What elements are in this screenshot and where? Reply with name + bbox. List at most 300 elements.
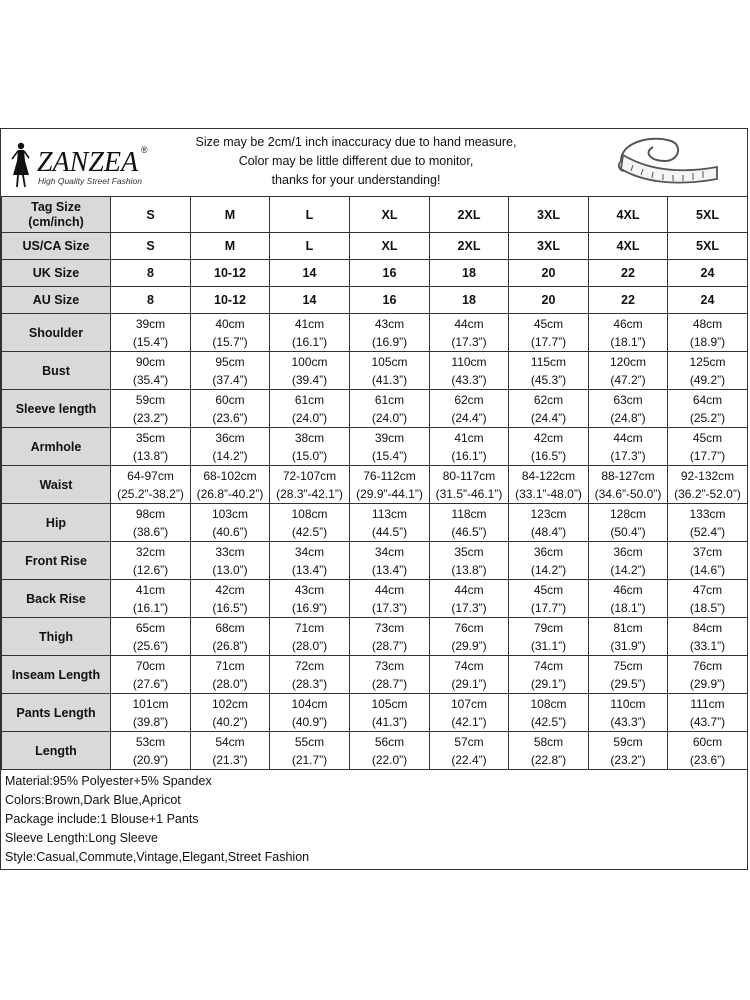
measurement-cell [111,580,191,618]
cm-value: 73cm [374,620,405,635]
inch-value: (37.4”) [212,372,248,387]
cm-value: 71cm [294,620,325,635]
measurement-cell [350,390,430,428]
brand-name: ZANZEA [37,147,139,178]
measurement-row [2,618,748,656]
cm-value: 33cm [215,544,245,559]
cm-value: 76cm [692,658,723,673]
cm-value: 110cm [451,354,487,369]
detail-material: Material:95% Polyester+5% Spandex [5,774,212,788]
row-label: Pants Length [2,694,111,732]
row-label: Armhole [2,428,111,466]
cm-value: 57cm [454,734,484,749]
cm-value: 43cm [294,582,325,597]
inch-value: (31.1”) [530,638,567,653]
measurement-cell [270,352,350,390]
size-cell: 8 [111,260,191,287]
inch-value: (18.1”) [610,600,646,615]
measurement-row [2,390,748,428]
cm-value: 90cm [135,354,166,369]
measurement-cell [191,390,270,428]
inch-value: (18.9”) [689,334,726,349]
cm-value: 34cm [374,544,405,559]
cm-value: 72-107cm [282,468,337,483]
size-cell: 20 [509,260,589,287]
product-details [1,766,750,873]
inch-value: (50.4”) [610,524,646,539]
inch-value: (28.0”) [212,676,248,691]
cm-value: 61cm [374,392,405,407]
inch-value: (15.7”) [212,334,248,349]
inch-value: (17.7”) [530,334,567,349]
measurement-cell [509,618,589,656]
cm-value: 115cm [530,354,567,369]
size-row [2,287,748,314]
measurement-row [2,656,748,694]
size-cell: 8 [111,287,191,314]
measurement-cell [350,466,430,504]
cm-value: 92-132cm [680,468,735,483]
inch-value: (35.4”) [132,372,169,387]
measurement-cell [668,656,748,694]
size-cell: S [111,197,191,233]
size-row [2,260,748,287]
inch-value: (14.2”) [530,562,567,577]
inch-value: (42.5”) [530,714,567,729]
measurement-cell [430,542,509,580]
cm-value: 47cm [692,582,723,597]
cm-value: 39cm [135,316,166,331]
measurement-cell [191,314,270,352]
inch-value: (22.0”) [371,752,408,767]
inch-value: (41.3”) [371,714,408,729]
inch-value: (16.5”) [530,448,567,463]
brand-logo [7,135,157,191]
cm-value: 36cm [613,544,643,559]
size-cell: 14 [270,287,350,314]
measurement-cell [430,694,509,732]
cm-value: 32cm [135,544,166,559]
cm-value: 53cm [135,734,166,749]
cm-value: 41cm [135,582,166,597]
measurement-row [2,694,748,732]
inch-value: (49.2”) [689,372,726,387]
inch-value: (31.9”) [610,638,646,653]
cm-value: 37cm [692,544,723,559]
cm-value: 46cm [613,316,643,331]
inch-value: (15.4”) [132,334,169,349]
cm-value: 41cm [294,316,325,331]
measurement-cell [270,542,350,580]
inch-value: (38.6”) [132,524,169,539]
cm-value: 95cm [215,354,245,369]
cm-value: 34cm [294,544,325,559]
cm-value: 58cm [533,734,564,749]
measurement-cell [668,580,748,618]
inch-value: (33.1”) [689,638,726,653]
measurement-cell [270,504,350,542]
measurement-cell [668,314,748,352]
measurement-cell [430,428,509,466]
measurement-row [2,580,748,618]
measurement-cell [111,466,191,504]
measurement-cell [668,618,748,656]
measurement-row [2,732,748,770]
cm-value: 74cm [454,658,484,673]
cm-value: 56cm [374,734,405,749]
measurement-cell [270,732,350,770]
measurement-cell [668,352,748,390]
size-cell: 4XL [589,233,668,260]
cm-value: 80-117cm [442,468,496,483]
inch-value: (40.6”) [212,524,248,539]
measurement-cell [430,352,509,390]
inch-value: (27.6”) [132,676,169,691]
inch-value: (29.1”) [530,676,567,691]
measurement-notice [161,133,551,190]
measurement-cell [509,352,589,390]
measuring-tape-icon [613,131,723,193]
cm-value: 42cm [533,430,564,445]
row-label: Shoulder [2,314,111,352]
size-cell: L [270,197,350,233]
inch-value: (21.3”) [212,752,248,767]
measurement-cell [350,618,430,656]
inch-value: (42.5”) [291,524,328,539]
inch-value: (13.8”) [132,448,169,463]
inch-value: (13.8”) [451,562,487,577]
measurement-cell [589,542,668,580]
size-cell: 4XL [589,197,668,233]
measurement-cell [111,656,191,694]
inch-value: (24.0”) [371,410,408,425]
cm-value: 64-97cm [127,468,174,483]
inch-value: (39.8”) [132,714,169,729]
cm-value: 76-112cm [363,468,416,483]
cm-value: 108cm [291,506,328,521]
inch-value: (12.6”) [132,562,169,577]
cm-value: 107cm [450,696,488,711]
cm-value: 72cm [294,658,325,673]
inch-value: (28.3”-42.1”) [276,486,343,501]
measurement-cell [589,504,668,542]
measurement-cell [509,314,589,352]
measurement-cell [270,580,350,618]
measurement-cell [350,732,430,770]
inch-value: (28.0”) [291,638,328,653]
measurement-cell [668,542,748,580]
size-cell: 20 [509,287,589,314]
measurement-cell [668,428,748,466]
inch-value: (45.3”) [530,372,567,387]
measurement-cell [509,504,589,542]
measurement-cell [270,656,350,694]
cm-value: 39cm [374,430,405,445]
size-cell: 3XL [509,233,589,260]
cm-value: 104cm [291,696,328,711]
size-cell: 18 [430,287,509,314]
size-cell: XL [350,233,430,260]
brand-tagline: High Quality Street Fashion [38,176,142,186]
inch-value: (39.4”) [291,372,328,387]
inch-value: (17.3”) [451,334,487,349]
measurement-cell [668,466,748,504]
row-label: Thigh [2,618,111,656]
inch-value: (24.8”) [610,410,646,425]
inch-value: (28.7”) [371,676,408,691]
cm-value: 55cm [294,734,325,749]
row-label: Back Rise [2,580,111,618]
size-cell: 10-12 [191,260,270,287]
measurement-cell [270,466,350,504]
measurement-cell [509,542,589,580]
measurement-cell [589,580,668,618]
inch-value: (43.3”) [610,714,646,729]
registered-mark: ® [141,145,148,155]
size-table [1,196,748,770]
inch-value: (31.5”-46.1”) [435,486,503,501]
measurement-cell [111,694,191,732]
cm-value: 64cm [692,392,723,407]
cm-value: 102cm [211,696,249,711]
cm-value: 108cm [530,696,567,711]
cm-value: 118cm [451,506,487,521]
measurement-cell [668,504,748,542]
inch-value: (26.8”-40.2”) [196,486,264,501]
cm-value: 36cm [533,544,564,559]
cm-value: 54cm [215,734,245,749]
inch-value: (29.9”) [689,676,726,691]
cm-value: 125cm [689,354,726,369]
measurement-cell [430,580,509,618]
inch-value: (28.7”) [371,638,408,653]
size-chart [0,128,748,870]
cm-value: 98cm [135,506,166,521]
cm-value: 68-102cm [203,468,257,483]
inch-value: (47.2”) [610,372,646,387]
cm-value: 74cm [533,658,564,673]
measurement-cell [589,618,668,656]
size-cell: M [191,197,270,233]
size-cell: S [111,233,191,260]
cm-value: 44cm [613,430,643,445]
cm-value: 101cm [132,696,169,711]
measurement-cell [589,732,668,770]
cm-value: 60cm [692,734,723,749]
inch-value: (48.4”) [530,524,567,539]
size-cell: L [270,233,350,260]
inch-value: (44.5”) [371,524,408,539]
measurement-cell [111,314,191,352]
inch-value: (13.0”) [212,562,248,577]
inch-value: (14.2”) [212,448,248,463]
cm-value: 73cm [374,658,405,673]
cm-value: 79cm [533,620,564,635]
inch-value: (17.3”) [610,448,646,463]
measurement-cell [270,390,350,428]
measurement-cell [350,694,430,732]
size-cell: M [191,233,270,260]
measurement-cell [111,504,191,542]
inch-value: (23.6”) [689,752,726,767]
measurement-cell [191,656,270,694]
inch-value: (33.1”-48.0”) [515,486,582,501]
size-cell: 24 [668,287,748,314]
notice-line: thanks for your understanding! [271,173,441,187]
row-label: AU Size [2,287,111,314]
row-label: Tag Size (cm/inch) [2,197,111,233]
cm-value: 65cm [135,620,166,635]
measurement-cell [191,504,270,542]
size-cell: 2XL [430,233,509,260]
measurement-cell [668,694,748,732]
measurement-row [2,542,748,580]
measurement-cell [509,390,589,428]
inch-value: (22.4”) [451,752,487,767]
inch-value: (29.5”) [610,676,646,691]
inch-value: (42.1”) [451,714,487,729]
inch-value: (15.4”) [371,448,408,463]
measurement-cell [191,542,270,580]
inch-value: (46.5”) [451,524,487,539]
inch-value: (16.9”) [291,600,328,615]
inch-value: (13.4”) [291,562,328,577]
row-label: Bust [2,352,111,390]
inch-value: (40.9”) [291,714,328,729]
cm-value: 111cm [690,696,725,711]
cm-value: 84-122cm [521,468,576,483]
measurement-cell [191,694,270,732]
measurement-cell [350,352,430,390]
inch-value: (15.0”) [291,448,328,463]
measurement-cell [509,694,589,732]
measurement-cell [350,656,430,694]
row-label: Sleeve length [2,390,111,428]
inch-value: (17.3”) [451,600,487,615]
measurement-cell [509,428,589,466]
measurement-cell [430,732,509,770]
measurement-cell [589,314,668,352]
size-cell: 18 [430,260,509,287]
inch-value: (52.4”) [689,524,726,539]
measurement-cell [430,656,509,694]
cm-value: 60cm [215,392,245,407]
inch-value: (24.4”) [451,410,487,425]
measurement-row [2,504,748,542]
measurement-cell [350,428,430,466]
measurement-cell [270,314,350,352]
cm-value: 61cm [294,392,325,407]
cm-value: 46cm [613,582,643,597]
inch-value: (24.0”) [291,410,328,425]
row-label: US/CA Size [2,233,111,260]
cm-value: 62cm [533,392,564,407]
inch-value: (16.1”) [451,448,487,463]
size-row [2,197,748,233]
inch-value: (34.6”-50.0”) [594,486,662,501]
row-label: UK Size [2,260,111,287]
cm-value: 88-127cm [601,468,655,483]
inch-value: (17.7”) [689,448,726,463]
inch-value: (23.2”) [610,752,646,767]
measurement-cell [350,314,430,352]
cm-value: 105cm [371,696,408,711]
cm-value: 84cm [692,620,723,635]
measurement-row [2,428,748,466]
row-label: Waist [2,466,111,504]
measurement-cell [270,618,350,656]
cm-value: 70cm [135,658,166,673]
cm-value: 120cm [609,354,647,369]
notice-line: Color may be little different due to monitor, [238,154,474,168]
cm-value: 103cm [211,506,249,521]
fashion-figure-icon [7,141,33,189]
measurement-cell [191,428,270,466]
inch-value: (25.2”-38.2”) [117,486,184,501]
size-cell: 24 [668,260,748,287]
notice-line: Size may be 2cm/1 inch inaccuracy due to hand measure, [195,135,517,149]
measurement-cell [589,428,668,466]
cm-value: 81cm [613,620,643,635]
size-cell: 14 [270,260,350,287]
measurement-cell [589,466,668,504]
cm-value: 59cm [135,392,166,407]
inch-value: (24.4”) [530,410,567,425]
measurement-cell [589,656,668,694]
size-cell: 10-12 [191,287,270,314]
measurement-cell [589,390,668,428]
size-cell: 3XL [509,197,589,233]
inch-value: (16.9”) [371,334,408,349]
inch-value: (25.2”) [689,410,726,425]
cm-value: 113cm [371,506,408,521]
chart-header [1,129,747,197]
measurement-cell [191,466,270,504]
cm-value: 45cm [533,582,564,597]
inch-value: (23.6”) [212,410,248,425]
size-cell: 16 [350,260,430,287]
inch-value: (20.9”) [132,752,169,767]
cm-value: 105cm [371,354,408,369]
measurement-cell [350,580,430,618]
measurement-cell [430,504,509,542]
inch-value: (26.8”) [212,638,248,653]
measurement-cell [111,428,191,466]
measurement-cell [350,504,430,542]
cm-value: 42cm [215,582,245,597]
measurement-cell [111,390,191,428]
measurement-cell [111,732,191,770]
size-cell: 5XL [668,233,748,260]
cm-value: 44cm [454,582,484,597]
inch-value: (28.3”) [291,676,328,691]
measurement-cell [589,352,668,390]
measurement-row [2,466,748,504]
inch-value: (14.2”) [610,562,646,577]
cm-value: 128cm [609,506,647,521]
inch-value: (16.1”) [132,600,169,615]
cm-value: 68cm [215,620,245,635]
measurement-cell [430,618,509,656]
measurement-cell [509,656,589,694]
size-cell: 16 [350,287,430,314]
measurement-cell [509,466,589,504]
inch-value: (18.1”) [610,334,646,349]
measurement-cell [430,314,509,352]
measurement-cell [430,390,509,428]
cm-value: 63cm [613,392,643,407]
measurement-row [2,314,748,352]
